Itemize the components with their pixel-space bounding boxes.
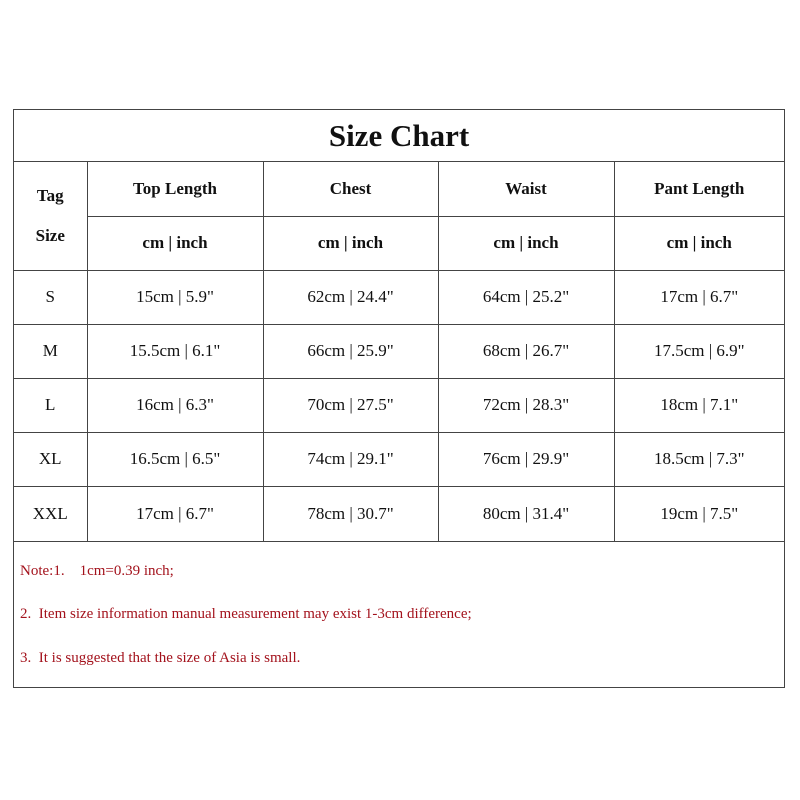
table-cell: 62cm | 24.4" [263, 270, 438, 324]
note-line: 3. It is suggested that the size of Asia is small. [20, 650, 301, 666]
note-line: Note:1. 1cm=0.39 inch; [20, 563, 174, 579]
table-row [14, 324, 784, 378]
size-cell: XXL [14, 486, 87, 541]
size-cell: XL [14, 432, 87, 486]
unit-header: cm | inch [263, 216, 438, 270]
table-cell: 64cm | 25.2" [438, 270, 614, 324]
unit-row [14, 216, 784, 270]
table-cell: 16.5cm | 6.5" [87, 432, 263, 486]
size-chart-frame [13, 109, 785, 688]
unit-header: cm | inch [614, 216, 784, 270]
table-cell: 17cm | 6.7" [614, 270, 784, 324]
unit-header: cm | inch [438, 216, 614, 270]
unit-header: cm | inch [87, 216, 263, 270]
table-row [14, 378, 784, 432]
size-table [14, 162, 784, 542]
table-cell: 16cm | 6.3" [87, 378, 263, 432]
table-cell: 15.5cm | 6.1" [87, 324, 263, 378]
table-cell: 17.5cm | 6.9" [614, 324, 784, 378]
column-header-top-length: Top Length [87, 162, 263, 216]
size-label: Size [35, 225, 65, 245]
tag-size-header [14, 162, 87, 270]
table-cell: 76cm | 29.9" [438, 432, 614, 486]
table-cell: 66cm | 25.9" [263, 324, 438, 378]
chart-title: Size Chart [14, 110, 784, 162]
note-line: 2. Item size information manual measurement may exist 1-3cm difference; [20, 606, 472, 622]
table-row [14, 270, 784, 324]
table-cell: 72cm | 28.3" [438, 378, 614, 432]
column-header-pant-length: Pant Length [614, 162, 784, 216]
table-cell: 74cm | 29.1" [263, 432, 438, 486]
column-header-waist: Waist [438, 162, 614, 216]
tag-label: Tag [36, 185, 64, 205]
table-cell: 78cm | 30.7" [263, 486, 438, 541]
table-cell: 17cm | 6.7" [87, 486, 263, 541]
size-cell: M [14, 324, 87, 378]
size-cell: S [14, 270, 87, 324]
column-header-chest: Chest [263, 162, 438, 216]
header-row [14, 162, 784, 216]
table-row [14, 432, 784, 486]
table-cell: 15cm | 5.9" [87, 270, 263, 324]
table-row [14, 486, 784, 541]
table-cell: 68cm | 26.7" [438, 324, 614, 378]
table-cell: 18.5cm | 7.3" [614, 432, 784, 486]
table-cell: 80cm | 31.4" [438, 486, 614, 541]
table-cell: 18cm | 7.1" [614, 378, 784, 432]
table-cell: 19cm | 7.5" [614, 486, 784, 541]
table-cell: 70cm | 27.5" [263, 378, 438, 432]
size-cell: L [14, 378, 87, 432]
